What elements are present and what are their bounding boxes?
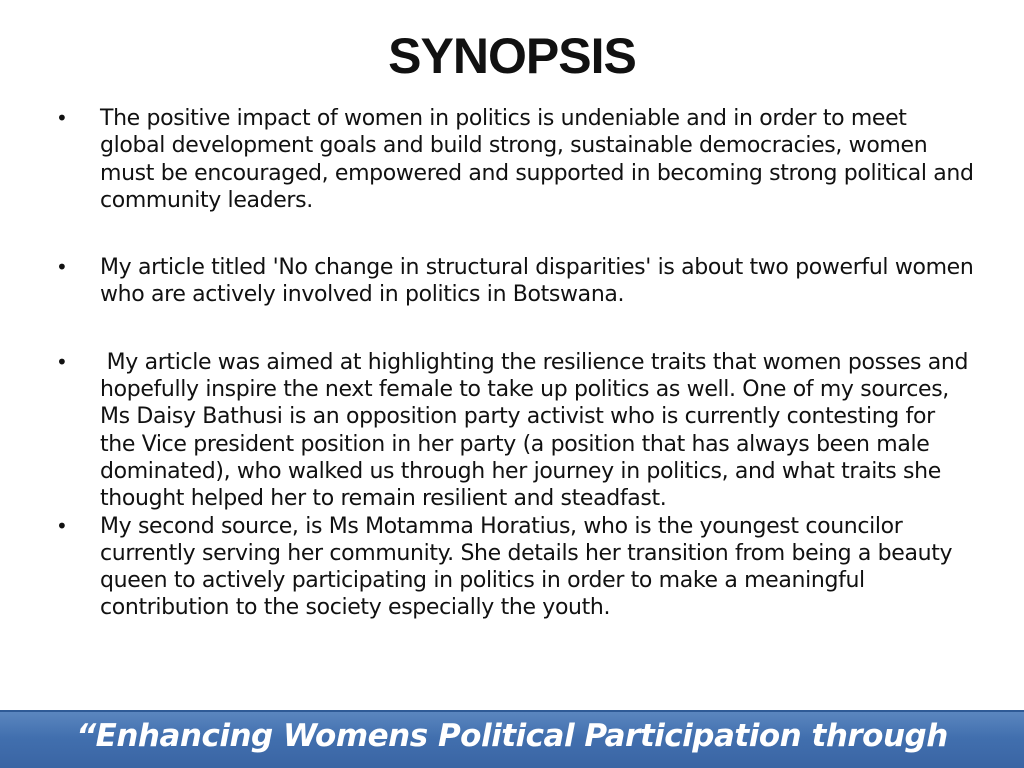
bullet-text: The positive impact of women in politics is undeniable and in order to meet global development goals and build strong, sustainable democracies, women must be encouraged, empowered and supported in becoming strong political and community leaders. bbox=[100, 106, 974, 213]
bullet-item bbox=[56, 513, 976, 622]
bullet-item bbox=[56, 105, 976, 214]
slide-title: SYNOPSIS bbox=[388, 28, 636, 84]
bullet-list bbox=[56, 105, 976, 622]
bullet-text: My article was aimed at highlighting the resilience traits that women posses and hopefully inspire the next female to take up politics as well. One of my sources, Ms Daisy Bathusi is an opposition party activist who is currently contesting for the Vice president position in her party (a position that has always been male dominated), who walked us through her journey in politics, and what traits she thought helped her to remain resilient and steadfast. bbox=[100, 349, 975, 512]
bullet-text: My second source, is Ms Motamma Horatius, who is the youngest councilor currently serving her community. She details her transition from being a beauty queen to actively participating in politics in order to make a meaningful contribution to the society especially the youth. bbox=[100, 513, 953, 621]
bullet-icon: • bbox=[56, 106, 68, 130]
bullet-item bbox=[56, 349, 976, 513]
bullet-text: My article titled 'No change in structural disparities' is about two powerful women who are actively involved in politics in Botswana. bbox=[100, 255, 974, 308]
bullet-icon: • bbox=[56, 255, 68, 280]
bullet-icon: • bbox=[56, 349, 68, 374]
footer-banner bbox=[0, 710, 1024, 768]
footer-slogan: “Enhancing Womens Political Participation through bbox=[76, 718, 948, 754]
bullet-icon: • bbox=[56, 513, 68, 538]
bullet-item bbox=[56, 254, 976, 309]
